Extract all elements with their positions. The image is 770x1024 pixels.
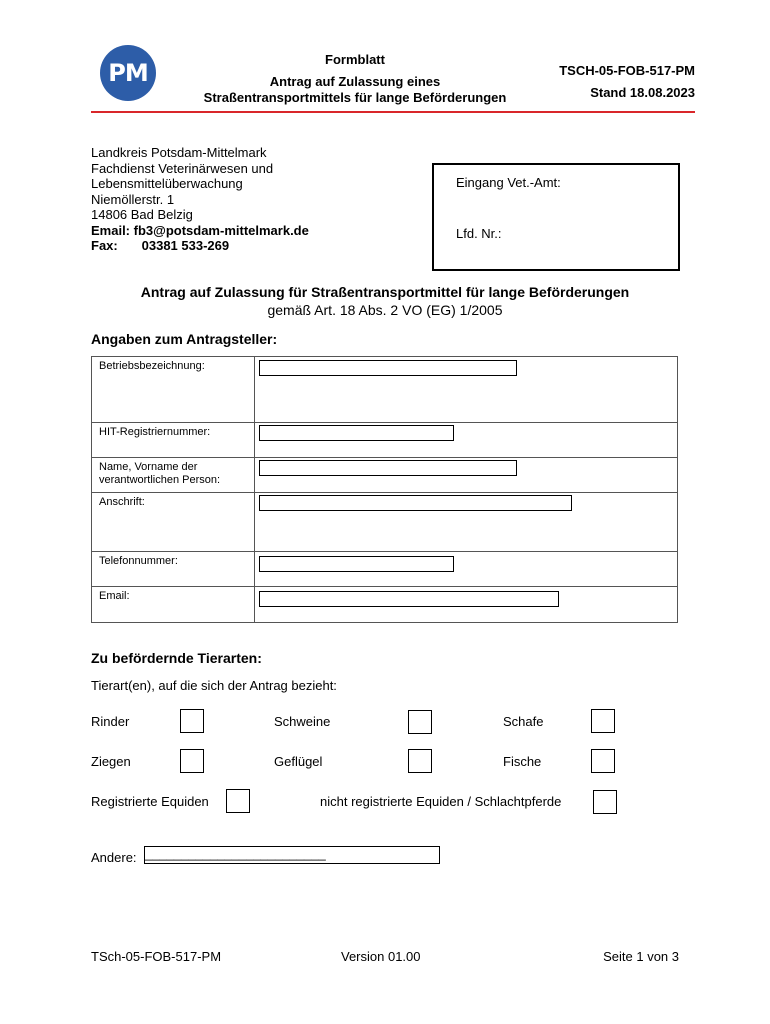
fax-line [91, 238, 309, 254]
betriebsbezeichnung-input[interactable] [259, 360, 517, 376]
schafe-checkbox[interactable] [591, 709, 615, 733]
fax-value: 03381 533-269 [141, 238, 230, 253]
verantwortliche-person-label [92, 458, 255, 493]
hit-registriernummer-label: HIT-Registriernummer: [92, 423, 255, 458]
hit-registriernummer-input[interactable] [259, 425, 454, 441]
registrierte-equiden-label: Registrierte Equiden [91, 794, 209, 809]
schweine-checkbox[interactable] [408, 710, 432, 734]
footer-doc-id: TSch-05-FOB-517-PM [91, 949, 222, 964]
eingang-box [432, 163, 680, 271]
address-line: 14806 Bad Belzig [91, 207, 193, 222]
document-id: TSCH-05-FOB-517-PM [559, 63, 695, 78]
applicant-table [91, 356, 678, 623]
email-input[interactable] [259, 591, 559, 607]
verantwortliche-person-input[interactable] [259, 460, 517, 476]
andere-label: Andere: [91, 850, 137, 865]
applicant-heading: Angaben zum Antragsteller: [91, 331, 278, 347]
footer-page: Seite 1 von 3 [603, 949, 679, 964]
address-block [91, 145, 309, 254]
nicht-registrierte-equiden-checkbox[interactable] [593, 790, 617, 814]
fax-label: Fax: [91, 238, 118, 253]
email-line [91, 223, 309, 239]
fische-label: Fische [503, 754, 542, 769]
ziegen-label: Ziegen [91, 754, 131, 769]
anschrift-label: Anschrift: [92, 493, 255, 552]
label-line: verantwortlichen Person: [99, 474, 221, 486]
rinder-label: Rinder [91, 714, 130, 729]
animals-intro: Tierart(en), auf die sich der Antrag bezieht: [91, 678, 337, 693]
address-line: Niemöllerstr. 1 [91, 191, 175, 207]
email-label: Email: [91, 222, 131, 238]
stand-date: Stand 18.08.2023 [590, 85, 695, 100]
anschrift-input[interactable] [259, 495, 572, 511]
pm-logo: PM [100, 45, 156, 101]
gefluegel-label: Geflügel [274, 754, 323, 769]
header-title-line2: Straßentransportmittels für lange Beförderungen [203, 90, 507, 105]
form-subtitle: gemäß Art. 18 Abs. 2 VO (EG) 1/2005 [267, 302, 503, 318]
nicht-registrierte-equiden-label: nicht registrierte Equiden / Schlachtpferde [320, 794, 562, 809]
betriebsbezeichnung-label: Betriebsbezeichnung: [92, 357, 255, 423]
form-title: Antrag auf Zulassung für Straßentransportmittel für lange Beförderungen [140, 284, 630, 300]
ziegen-checkbox[interactable] [180, 749, 204, 773]
fische-checkbox[interactable] [591, 749, 615, 773]
email-label: Email: [92, 587, 255, 623]
address-line: Fachdienst Veterinärwesen und [91, 160, 274, 176]
address-line: Landkreis Potsdam-Mittelmark [91, 145, 267, 160]
label-line: Name, Vorname der [99, 461, 198, 473]
email-value[interactable]: fb3@potsdam-mittelmark.de [133, 222, 309, 238]
address-line: Lebensmittelüberwachung [91, 176, 243, 191]
schweine-label: Schweine [274, 714, 331, 729]
gefluegel-checkbox[interactable] [408, 749, 432, 773]
formblatt-label: Formblatt [325, 52, 385, 67]
rinder-checkbox[interactable] [180, 709, 204, 733]
eingang-label: Eingang Vet.-Amt: [456, 175, 561, 190]
header-divider [91, 111, 695, 113]
schafe-label: Schafe [503, 714, 544, 729]
header-title-line1: Antrag auf Zulassung eines [269, 74, 441, 89]
footer-version: Version 01.00 [341, 949, 421, 964]
andere-input[interactable]: _________________________ [144, 846, 440, 864]
registrierte-equiden-checkbox[interactable] [226, 789, 250, 813]
animals-heading: Zu befördernde Tierarten: [91, 650, 262, 666]
telefonnummer-label: Telefonnummer: [92, 552, 255, 587]
telefonnummer-input[interactable] [259, 556, 454, 572]
lfd-nr-label: Lfd. Nr.: [456, 226, 502, 241]
